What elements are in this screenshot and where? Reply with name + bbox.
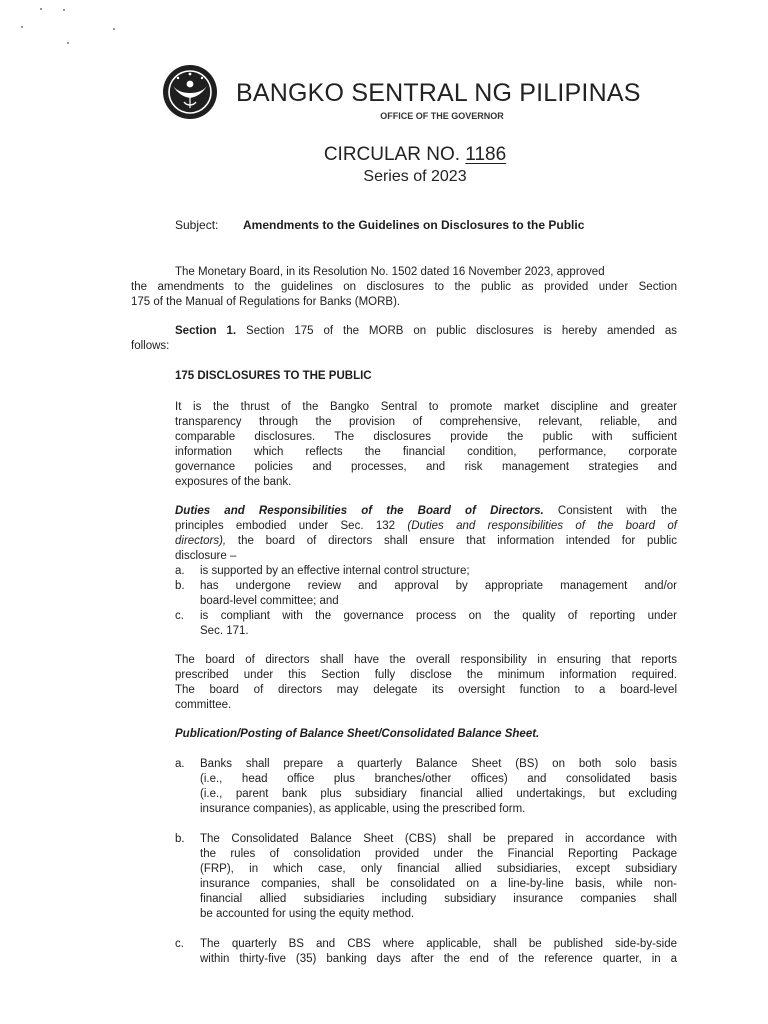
- publication-item-line: be accounted for using the equity method.: [200, 908, 415, 920]
- intro-line: the amendments to the guidelines on disclosures to the public as provided under Section: [131, 281, 677, 293]
- publication-item-line: (i.e., head office plus branches/other offices) and consolidated basis: [200, 773, 677, 785]
- list-marker: c.: [175, 938, 184, 950]
- publication-item-line: the rules of consolidation provided under the Financial Reporting Package: [200, 848, 677, 860]
- scan-speck: [113, 28, 115, 30]
- duties-text: the board of directors shall ensure that information intended for public: [226, 535, 677, 547]
- duties-item: has undergone review and approval by appropriate management and/or: [200, 580, 677, 592]
- duties-line: [175, 534, 677, 549]
- section1-line: follows:: [131, 340, 170, 352]
- list-marker: a.: [175, 565, 185, 577]
- scan-speck: [40, 8, 42, 10]
- thrust-line: It is the thrust of the Bangko Sentral to promote market discipline and greater: [175, 401, 677, 413]
- intro-line: 175 of the Manual of Regulations for Banks (MORB).: [131, 296, 401, 308]
- duties-text: principles embodied under Sec. 132: [175, 520, 408, 532]
- circular-prefix: CIRCULAR NO.: [323, 144, 466, 165]
- section1-line: [175, 324, 677, 339]
- duties-line: [175, 504, 677, 519]
- section-heading-175: 175 DISCLOSURES TO THE PUBLIC: [175, 370, 372, 382]
- publication-item-line: financial allied subsidiaries including subsidiary insurance companies shall: [200, 893, 677, 905]
- duties-item: board-level committee; and: [200, 595, 339, 607]
- board-resp-line: committee.: [175, 699, 232, 711]
- list-marker: a.: [175, 758, 185, 770]
- duties-citation: (Duties and responsibilities of the board of: [407, 520, 677, 532]
- office-name: OFFICE OF THE GOVERNOR: [380, 111, 504, 121]
- thrust-line: transparency through the provision of comprehensive, relevant, reliable, and: [175, 416, 677, 428]
- publication-item-line: The quarterly BS and CBS where applicable, shall be published side-by-side: [200, 938, 677, 950]
- duties-line: [175, 519, 677, 534]
- circular-series: Series of 2023: [363, 168, 467, 185]
- circular-title: [200, 144, 630, 166]
- thrust-line: information which reflects the financial condition, performance, corporate: [175, 446, 677, 458]
- section1-text: Section 175 of the MORB on public disclosures is hereby amended as: [236, 325, 677, 337]
- duties-title: Duties and Responsibilities of the Board of Directors.: [175, 505, 544, 517]
- section1-label: Section 1.: [175, 325, 237, 337]
- subject-label: Subject:: [175, 218, 219, 232]
- organization-name: BANGKO SENTRAL NG PILIPINAS: [236, 79, 641, 107]
- board-resp-line: The board of directors shall have the overall responsibility in ensuring that reports: [175, 654, 677, 666]
- duties-line: disclosure –: [175, 550, 237, 562]
- bsp-seal-logo: [162, 64, 218, 120]
- list-marker: b.: [175, 580, 185, 592]
- publication-heading: Publication/Posting of Balance Sheet/Consolidated Balance Sheet.: [175, 728, 540, 740]
- scan-speck: [67, 42, 69, 44]
- list-marker: c.: [175, 610, 184, 622]
- thrust-line: exposures of the bank.: [175, 476, 292, 488]
- list-marker: b.: [175, 833, 185, 845]
- publication-item-line: within thirty-five (35) banking days after the end of the reference quarter, in a: [200, 953, 677, 965]
- circular-number: 1186: [465, 144, 507, 165]
- publication-item-line: (i.e., parent bank plus subsidiary financial allied undertakings, but excluding: [200, 788, 677, 800]
- duties-item: Sec. 171.: [200, 625, 249, 637]
- board-resp-line: prescribed under this Section fully disclose the minimum information required.: [175, 669, 677, 681]
- intro-line: The Monetary Board, in its Resolution No. 1502 dated 16 November 2023, approved: [175, 266, 605, 278]
- thrust-line: governance policies and processes, and risk management strategies and: [175, 461, 677, 473]
- subject-text: Amendments to the Guidelines on Disclosures to the Public: [243, 218, 585, 232]
- scan-speck: [63, 9, 65, 11]
- duties-text: Consistent with the: [543, 505, 678, 517]
- board-resp-line: The board of directors may delegate its oversight function to a board-level: [175, 684, 677, 696]
- duties-item: is supported by an effective internal control structure;: [200, 565, 470, 577]
- publication-item-line: The Consolidated Balance Sheet (CBS) shall be prepared in accordance with: [200, 833, 677, 845]
- publication-item-line: Banks shall prepare a quarterly Balance Sheet (BS) on both solo basis: [200, 758, 677, 770]
- publication-item-line: (FRP), in which case, only financial allied subsidiaries, except subsidiary: [200, 863, 677, 875]
- publication-item-line: insurance companies, shall be consolidated on a line-by-line basis, while non-: [200, 878, 677, 890]
- thrust-line: comparable disclosures. The disclosures provide the public with sufficient: [175, 431, 677, 443]
- publication-item-line: insurance companies), as applicable, using the prescribed form.: [200, 803, 526, 815]
- duties-citation: directors),: [175, 535, 227, 547]
- duties-item: is compliant with the governance process on the quality of reporting under: [200, 610, 677, 622]
- scan-speck: [21, 26, 23, 28]
